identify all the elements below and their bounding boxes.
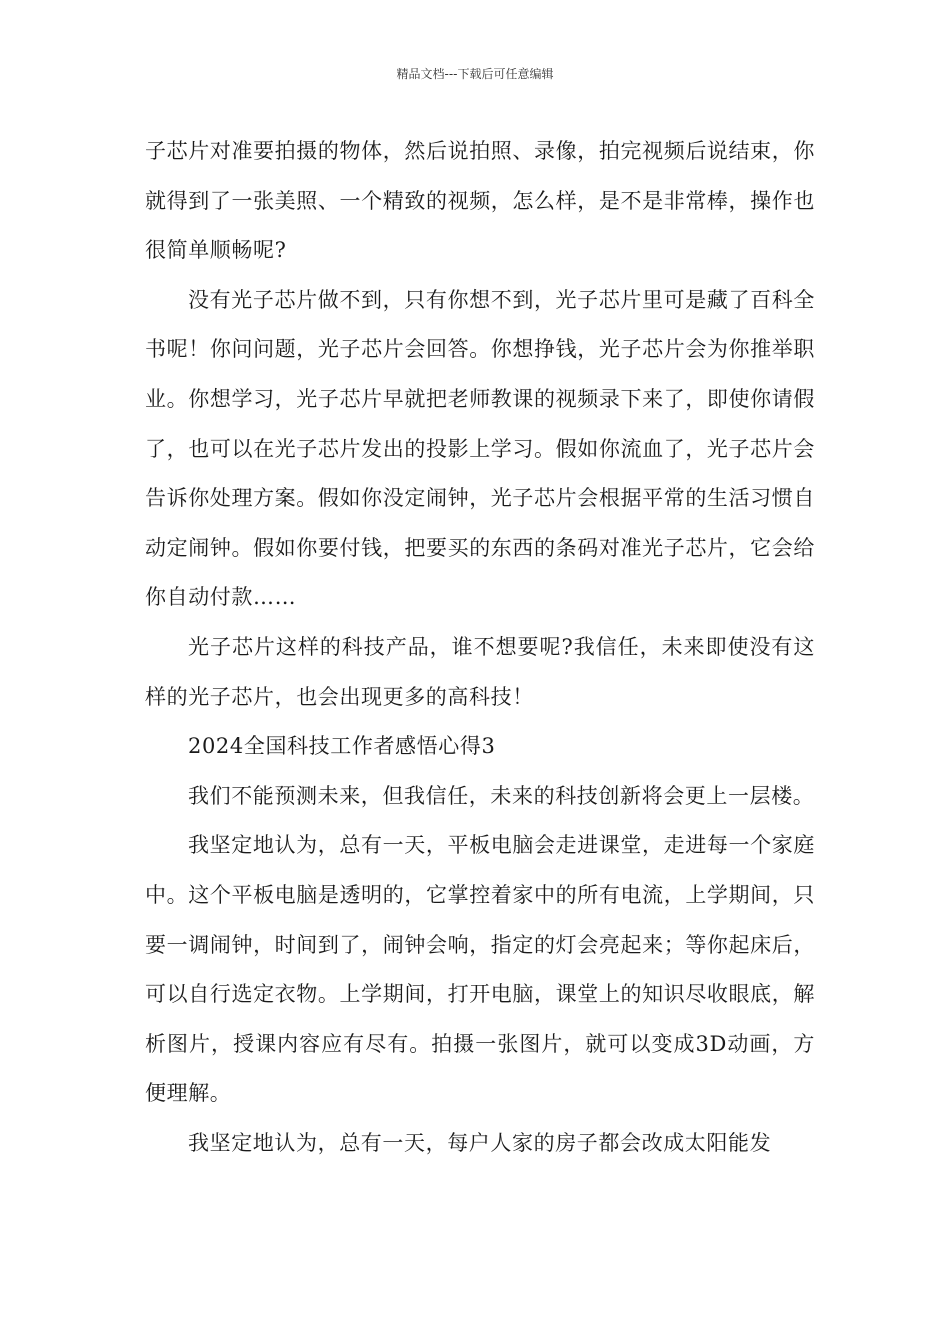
section-heading: 2024全国科技工作者感悟心得3: [188, 734, 496, 759]
page-header: 精品文档---下载后可任意编辑: [396, 67, 554, 81]
paragraph: 我们不能预测未来，但我信任，未来的科技创新将会更上一层楼。: [188, 783, 815, 808]
paragraph: 光子芯片这样的科技产品，谁不想要呢?我信任，未来即使没有这样的光子芯片，也会出现更多的高科技！: [145, 634, 815, 709]
document-body: [145, 127, 815, 1168]
paragraph: 没有光子芯片做不到，只有你想不到，光子芯片里可是藏了百科全书呢！你问问题，光子芯片会回答。你想挣钱，光子芯片会为你推举职业。你想学习，光子芯片早就把老师教课的视频录下来了，即使你请假了，也可以在光子芯片发出的投影上学习。假如你流血了，光子芯片会告诉你处理方案。假如你没定闹钟，光子芯片会根据平常的生活习惯自动定闹钟。假如你要付钱，把要买的东西的条码对准光子芯片，它会给你自动付款……: [145, 287, 815, 610]
paragraph-continuation: 子芯片对准要拍摄的物体，然后说拍照、录像，拍完视频后说结束，你就得到了一张美照、一个精致的视频，怎么样，是不是非常棒，操作也很简单顺畅呢?: [145, 139, 815, 263]
paragraph: 我坚定地认为，总有一天，平板电脑会走进课堂，走进每一个家庭中。这个平板电脑是透明的，它掌控着家中的所有电流，上学期间，只要一调闹钟，时间到了，闹钟会响，指定的灯会亮起来；等你起床后，可以自行选定衣物。上学期间，打开电脑，课堂上的知识尽收眼底，解析图片，授课内容应有尽有。拍摄一张图片，就可以变成3D动画，方便理解。: [145, 833, 815, 1106]
paragraph: 我坚定地认为，总有一天，每户人家的房子都会改成太阳能发: [188, 1130, 772, 1155]
